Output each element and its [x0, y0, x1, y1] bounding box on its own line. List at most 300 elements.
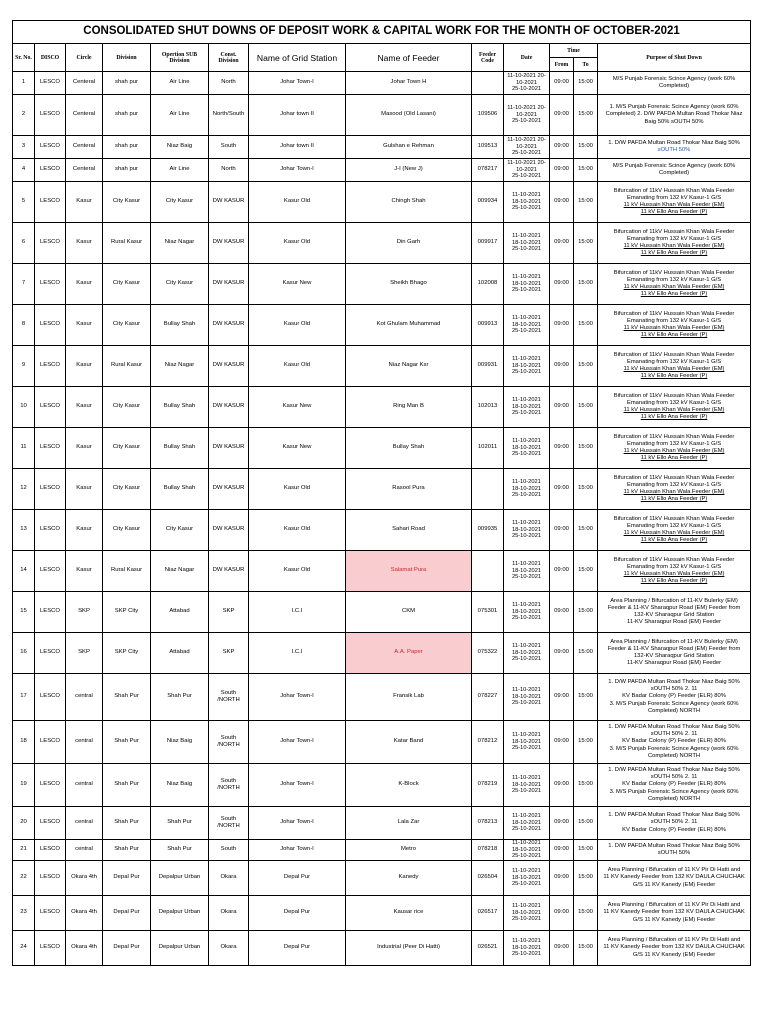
cell-disco: LESCO — [35, 72, 66, 95]
cell-feeder-name: Metro — [346, 840, 472, 861]
cell-disco: LESCO — [35, 592, 66, 633]
cell-purpose — [598, 551, 751, 592]
cell-time-to: 15:00 — [574, 346, 598, 387]
cell-feeder-name: Kanedy — [346, 861, 472, 896]
purpose-line: Completed) — [659, 170, 690, 176]
table-row — [13, 861, 751, 896]
purpose-line: 11 kV Ello Ana Feeder (P) — [640, 496, 708, 503]
purpose-line: 3. M/S Punjab Forensic Scince Agency (work 60% — [609, 745, 739, 752]
cell-circle: Kasur — [66, 346, 103, 387]
cell-feeder-name: Gulshan e Rehman — [346, 136, 472, 159]
cell-purpose — [598, 633, 751, 674]
date-line: 25-10-2021 — [511, 118, 542, 125]
cell-date — [504, 264, 550, 305]
purpose-line: Emanating from 132 kV Kasur-1 G/S — [626, 317, 722, 324]
date-line: 18-10-2021 — [511, 362, 542, 369]
cell-sr-no: 14 — [13, 551, 35, 592]
cell-feeder-name: J-I (New J) — [346, 159, 472, 182]
cell-division: Shah Pur — [103, 807, 151, 840]
cell-time-to: 15:00 — [574, 305, 598, 346]
table-row — [13, 346, 751, 387]
purpose-line: Bifurcation of 11kV Hussain Khan Wala Feeder — [613, 228, 735, 235]
cell-sub-division: City Kasur — [151, 510, 209, 551]
table-row — [13, 95, 751, 136]
cell-purpose — [598, 136, 751, 159]
date-line: 18-10-2021 — [511, 280, 542, 287]
cell-time-to: 15:00 — [574, 721, 598, 764]
cell-sr-no: 15 — [13, 592, 35, 633]
cell-feeder-code: 075301 — [472, 592, 504, 633]
cell-const-division: SKP — [209, 633, 249, 674]
cell-grid-station: Depal Pur — [249, 861, 346, 896]
purpose-line: sOUTH 50% 2. 11 — [650, 774, 698, 781]
purpose-line: Emanating from 132 kV Kasur-1 G/S — [626, 440, 722, 447]
table-row — [13, 931, 751, 966]
cell-feeder-code: 078213 — [472, 807, 504, 840]
cell-sr-no: 6 — [13, 223, 35, 264]
cell-sub-division: Attabad — [151, 633, 209, 674]
cell-circle: central — [66, 674, 103, 721]
cell-purpose — [598, 840, 751, 861]
table-row — [13, 510, 751, 551]
header-grid-station: Name of Grid Station — [249, 44, 346, 72]
purpose-line: 11 kV Hussain Khan Wala Feeder (EM) — [623, 366, 725, 372]
date-line: 11-10-2021 — [512, 840, 541, 847]
cell-feeder-code: 075322 — [472, 633, 504, 674]
purpose-line: Area Planning / Bifurcation of 11 KV Pir Di Hatti and — [607, 937, 741, 944]
purpose-line: Completed) NORTH — [647, 795, 701, 802]
purpose-line: Bifurcation of 11kV Hussain Khan Wala Feeder — [613, 556, 735, 563]
cell-sr-no: 23 — [13, 896, 35, 931]
cell-feeder-name: Bullay Shah — [346, 428, 472, 469]
cell-purpose — [598, 861, 751, 896]
purpose-line: 11 KV Kanedy Feeder from 132 KV DAULA CHUCHAK — [603, 909, 745, 916]
header-purpose: Purpose of Shut Down — [598, 44, 751, 72]
cell-feeder-code: 102011 — [472, 428, 504, 469]
cell-sub-division: Depalpur Urban — [151, 861, 209, 896]
cell-grid-station: Johar Town-I — [249, 840, 346, 861]
table-row — [13, 223, 751, 264]
cell-const-division: South /NORTH — [209, 674, 249, 721]
cell-feeder-name: Masood (Old Lasani) — [346, 95, 472, 136]
cell-time-to: 15:00 — [574, 182, 598, 223]
cell-const-division: Okara — [209, 931, 249, 966]
cell-purpose — [598, 807, 751, 840]
cell-grid-station: Johar Town-I — [249, 764, 346, 807]
purpose-line: G/S 11 KV Kanedy (EM) Feeder — [632, 916, 716, 923]
cell-grid-station: Johar town II — [249, 136, 346, 159]
cell-time-from: 09:00 — [550, 861, 574, 896]
cell-division: City Kasur — [103, 387, 151, 428]
cell-date — [504, 305, 550, 346]
date-line: 25-10-2021 — [511, 205, 542, 212]
cell-purpose — [598, 159, 751, 182]
cell-date — [504, 510, 550, 551]
header-time: Time — [550, 44, 598, 58]
cell-division: Shah Pur — [103, 764, 151, 807]
cell-division: Rural Kasur — [103, 551, 151, 592]
header-from: From — [550, 58, 574, 72]
cell-time-from: 09:00 — [550, 551, 574, 592]
purpose-line: sOUTH 50% — [657, 850, 691, 856]
cell-disco: LESCO — [35, 305, 66, 346]
date-line: 18-10-2021 — [511, 909, 542, 916]
header-disco: DISCO — [35, 44, 66, 72]
cell-const-division: South /NORTH — [209, 721, 249, 764]
purpose-line: Emanating from 132 kV Kasur-1 G/S — [626, 276, 722, 283]
cell-const-division: South /NORTH — [209, 764, 249, 807]
cell-feeder-name: K-Block — [346, 764, 472, 807]
cell-division: City Kasur — [103, 264, 151, 305]
purpose-line: 1. M/S Punjab Forensic Scince Agency (work 60% — [609, 104, 739, 111]
purpose-line: Bifurcation of 11kV Hussain Khan Wala Feeder — [613, 310, 735, 317]
purpose-line: Emanating from 132 kV Kasur-1 G/S — [626, 563, 722, 570]
cell-division: Rural Kasur — [103, 223, 151, 264]
purpose-line: 11 kV Hussain Khan Wala Feeder (EM) — [623, 243, 725, 249]
cell-division: Shah Pur — [103, 674, 151, 721]
date-line: 11-10-2021 — [512, 192, 541, 199]
cell-time-from: 09:00 — [550, 159, 574, 182]
table-row — [13, 840, 751, 861]
purpose-line: KV Badar Colony (P) Feeder (ELR) 80% — [622, 781, 726, 788]
cell-feeder-name: Rasool Pura — [346, 469, 472, 510]
cell-feeder-code: 078217 — [472, 159, 504, 182]
cell-feeder-name: Lala Zar — [346, 807, 472, 840]
purpose-line: 1. D/W PAFDA Multan Road Thokar Niaz Baig 50% — [608, 723, 740, 730]
cell-circle: SKP — [66, 633, 103, 674]
cell-sr-no: 1 — [13, 72, 35, 95]
date-line: 18-10-2021 — [511, 444, 542, 451]
purpose-line: 11 kV Ello Ana Feeder (P) — [640, 250, 708, 257]
purpose-line: Emanating from 132 kV Kasur-1 G/S — [626, 194, 722, 201]
cell-time-to: 15:00 — [574, 387, 598, 428]
cell-division: shah pur — [103, 159, 151, 182]
cell-date — [504, 861, 550, 896]
cell-grid-station: Kasur Old — [249, 182, 346, 223]
cell-time-to: 15:00 — [574, 807, 598, 840]
cell-time-to: 15:00 — [574, 159, 598, 182]
cell-time-to: 15:00 — [574, 264, 598, 305]
cell-sr-no: 19 — [13, 764, 35, 807]
cell-date — [504, 840, 550, 861]
cell-circle: Kasur — [66, 223, 103, 264]
purpose-line: sOUTH 50% 2. 11 — [650, 686, 698, 693]
cell-feeder-code: 102013 — [472, 387, 504, 428]
header-circle: Circle — [66, 44, 103, 72]
cell-circle: Centeral — [66, 136, 103, 159]
date-line: 25-10-2021 — [511, 287, 542, 294]
date-line: 18-10-2021 — [511, 608, 542, 615]
purpose-line: Bifurcation of 11kV Hussain Khan Wala Feeder — [613, 433, 735, 440]
cell-date — [504, 95, 550, 136]
cell-disco: LESCO — [35, 264, 66, 305]
cell-const-division: Okara — [209, 861, 249, 896]
cell-const-division: South — [209, 840, 249, 861]
cell-feeder-code: 078218 — [472, 840, 504, 861]
date-line: 11-10-2021 — [512, 643, 541, 650]
cell-sub-division: Shah Pur — [151, 840, 209, 861]
cell-date — [504, 931, 550, 966]
purpose-line: Area Planning / Bifurcation of 11-KV Bulerky (EM) — [610, 597, 738, 604]
cell-disco: LESCO — [35, 510, 66, 551]
cell-time-from: 09:00 — [550, 305, 574, 346]
header-to: To — [574, 58, 598, 72]
date-line: 25-10-2021 — [511, 656, 542, 663]
cell-time-to: 15:00 — [574, 72, 598, 95]
cell-disco: LESCO — [35, 896, 66, 931]
cell-disco: LESCO — [35, 469, 66, 510]
purpose-line: Emanating from 132 kV Kasur-1 G/S — [626, 481, 722, 488]
table-row — [13, 469, 751, 510]
cell-time-to: 15:00 — [574, 551, 598, 592]
cell-const-division: DW KASUR — [209, 510, 249, 551]
cell-purpose — [598, 428, 751, 469]
cell-time-from: 09:00 — [550, 346, 574, 387]
cell-const-division: North — [209, 72, 249, 95]
cell-feeder-code: 009934 — [472, 182, 504, 223]
cell-time-from: 09:00 — [550, 721, 574, 764]
cell-circle: Centeral — [66, 72, 103, 95]
cell-feeder-code: 026504 — [472, 861, 504, 896]
date-line: 25-10-2021 — [511, 533, 542, 540]
cell-feeder-code: 078212 — [472, 721, 504, 764]
cell-sr-no: 2 — [13, 95, 35, 136]
cell-const-division: DW KASUR — [209, 182, 249, 223]
date-line: 25-10-2021 — [511, 916, 542, 923]
cell-time-to: 15:00 — [574, 896, 598, 931]
date-line: 11-10-2021 — [512, 315, 541, 322]
cell-disco: LESCO — [35, 346, 66, 387]
purpose-line: KV Badar Colony (P) Feeder (ELR) 80% — [622, 738, 726, 745]
cell-grid-station: Johar town II — [249, 95, 346, 136]
purpose-line: Baig 50% sOUTH 50% — [644, 118, 704, 125]
date-line: 11-10-2021 — [512, 687, 541, 694]
cell-division: City Kasur — [103, 182, 151, 223]
cell-disco: LESCO — [35, 840, 66, 861]
date-line: 25-10-2021 — [511, 86, 542, 93]
cell-sub-division: Shah Pur — [151, 674, 209, 721]
cell-circle: Okara 4th — [66, 896, 103, 931]
cell-disco: LESCO — [35, 633, 66, 674]
table-row — [13, 387, 751, 428]
cell-time-to: 15:00 — [574, 674, 598, 721]
date-line: 11-10-2021 — [512, 233, 541, 240]
cell-sub-division: Niaz Baig — [151, 136, 209, 159]
cell-date — [504, 633, 550, 674]
date-line: 25-10-2021 — [511, 826, 542, 833]
date-line: 11-10-2021 — [512, 732, 541, 739]
table-row — [13, 764, 751, 807]
cell-time-from: 09:00 — [550, 931, 574, 966]
cell-disco: LESCO — [35, 387, 66, 428]
purpose-line: KV Badar Colony (P) Feeder (ELR) 80% — [622, 693, 726, 700]
purpose-line: Feeder & 11-KV Sharaqpur Road (EM) Feeder from — [607, 645, 741, 652]
header-division: Division — [103, 44, 151, 72]
cell-purpose — [598, 764, 751, 807]
cell-grid-station: Johar Town-I — [249, 721, 346, 764]
date-line: 11-10-2021 20- — [507, 73, 546, 80]
table-row — [13, 136, 751, 159]
cell-const-division: DW KASUR — [209, 428, 249, 469]
cell-sub-division: Air Line — [151, 159, 209, 182]
date-line: 18-10-2021 — [511, 944, 542, 951]
cell-time-to: 15:00 — [574, 861, 598, 896]
cell-grid-station: Kasur Old — [249, 551, 346, 592]
date-line: 25-10-2021 — [511, 745, 542, 752]
cell-purpose — [598, 721, 751, 764]
cell-time-to: 15:00 — [574, 136, 598, 159]
purpose-line: Bifurcation of 11kV Hussain Khan Wala Feeder — [613, 392, 735, 399]
date-line: 11-10-2021 — [512, 274, 541, 281]
cell-circle: Kasur — [66, 305, 103, 346]
date-line: 25-10-2021 — [511, 700, 542, 707]
purpose-line: Bifurcation of 11kV Hussain Khan Wala Feeder — [613, 187, 735, 194]
cell-feeder-name: Johar Town H — [346, 72, 472, 95]
purpose-line: 11 kV Hussain Khan Wala Feeder (EM) — [623, 407, 725, 413]
date-line: 18-10-2021 — [511, 693, 542, 700]
cell-feeder-code — [472, 72, 504, 95]
cell-time-from: 09:00 — [550, 764, 574, 807]
cell-circle: Kasur — [66, 551, 103, 592]
header-date: Date — [504, 44, 550, 72]
cell-feeder-name: Fransik Lab — [346, 674, 472, 721]
cell-time-from: 09:00 — [550, 428, 574, 469]
cell-sr-no: 9 — [13, 346, 35, 387]
date-line: 11-10-2021 20- — [507, 137, 546, 144]
purpose-line: Bifurcation of 11kV Hussain Khan Wala Feeder — [613, 351, 735, 358]
cell-grid-station: Kasur Old — [249, 510, 346, 551]
date-line: 11-10-2021 — [512, 903, 541, 910]
cell-circle: central — [66, 764, 103, 807]
purpose-line: 11 kV Hussain Khan Wala Feeder (EM) — [623, 325, 725, 331]
cell-purpose — [598, 72, 751, 95]
cell-date — [504, 428, 550, 469]
purpose-line: Area Planning / Bifurcation of 11-KV Bulerky (EM) — [610, 638, 738, 645]
cell-feeder-code: 109513 — [472, 136, 504, 159]
cell-feeder-code: 009913 — [472, 305, 504, 346]
date-line: 18-10-2021 — [511, 198, 542, 205]
cell-purpose — [598, 674, 751, 721]
purpose-line: KV Badar Colony (P) Feeder (ELR) 80% — [622, 826, 726, 833]
cell-division: Shah Pur — [103, 840, 151, 861]
cell-feeder-code: 026521 — [472, 931, 504, 966]
date-line: 25-10-2021 — [511, 173, 542, 180]
cell-division: shah pur — [103, 136, 151, 159]
cell-division: Depal Pur — [103, 931, 151, 966]
date-line: 10-2021 — [516, 111, 537, 118]
cell-grid-station: Kasur New — [249, 264, 346, 305]
cell-const-division: SKP — [209, 592, 249, 633]
purpose-line: 11 kV Hussain Khan Wala Feeder (EM) — [623, 530, 725, 536]
purpose-line: G/S 11 KV Kanedy (EM) Feeder — [632, 881, 716, 888]
cell-const-division: DW KASUR — [209, 469, 249, 510]
cell-disco: LESCO — [35, 136, 66, 159]
cell-feeder-name: CKM — [346, 592, 472, 633]
cell-sub-division: Depalpur Urban — [151, 931, 209, 966]
purpose-line: 11-KV Sharaqpur Road (EM) Feeder — [627, 619, 722, 626]
date-line: 18-10-2021 — [511, 485, 542, 492]
cell-disco: LESCO — [35, 861, 66, 896]
purpose-line: Area Planning / Bifurcation of 11 KV Pir Di Hatti and — [607, 902, 741, 909]
cell-disco: LESCO — [35, 159, 66, 182]
cell-time-from: 09:00 — [550, 592, 574, 633]
date-line: 18-10-2021 — [511, 403, 542, 410]
cell-circle: Kasur — [66, 264, 103, 305]
date-line: 11-10-2021 — [512, 520, 541, 527]
date-line: 11-10-2021 20- — [507, 160, 546, 167]
purpose-line: 11 kV Hussain Khan Wala Feeder (EM) — [623, 571, 725, 577]
cell-sub-division: Niaz Baig — [151, 721, 209, 764]
cell-division: shah pur — [103, 72, 151, 95]
cell-grid-station: Kasur New — [249, 387, 346, 428]
shutdown-sheet — [12, 20, 750, 966]
cell-division: Depal Pur — [103, 896, 151, 931]
date-line: 11-10-2021 — [512, 602, 541, 609]
table-row — [13, 633, 751, 674]
date-line: 25-10-2021 — [511, 410, 542, 417]
cell-const-division: DW KASUR — [209, 264, 249, 305]
cell-date — [504, 551, 550, 592]
cell-feeder-name: Chingh Shah — [346, 182, 472, 223]
table-row — [13, 592, 751, 633]
date-line: 18-10-2021 — [511, 819, 542, 826]
cell-sub-division: Niaz Nagar — [151, 551, 209, 592]
purpose-line: 11 kV Ello Ana Feeder (P) — [640, 578, 708, 585]
cell-sub-division: Air Line — [151, 95, 209, 136]
cell-date — [504, 72, 550, 95]
cell-sub-division: City Kasur — [151, 182, 209, 223]
date-line: 25-10-2021 — [511, 492, 542, 499]
date-line: 25-10-2021 — [511, 246, 542, 253]
cell-time-to: 15:00 — [574, 764, 598, 807]
date-line: 18-10-2021 — [511, 649, 542, 656]
header-feeder: Name of Feeder — [346, 44, 472, 72]
cell-circle: Okara 4th — [66, 931, 103, 966]
date-line: 25-10-2021 — [511, 574, 542, 581]
table-row — [13, 807, 751, 840]
cell-date — [504, 674, 550, 721]
cell-disco: LESCO — [35, 721, 66, 764]
date-line: 25-10-2021 — [511, 853, 542, 860]
purpose-line: sOUTH 50% 2. 11 — [650, 731, 698, 738]
date-line: 11-10-2021 20- — [507, 105, 546, 112]
cell-time-from: 09:00 — [550, 264, 574, 305]
cell-time-to: 15:00 — [574, 931, 598, 966]
cell-division: Shah Pur — [103, 721, 151, 764]
cell-purpose — [598, 931, 751, 966]
cell-time-to: 15:00 — [574, 95, 598, 136]
cell-grid-station: Depal Pur — [249, 896, 346, 931]
cell-feeder-code: 026517 — [472, 896, 504, 931]
cell-circle: SKP — [66, 592, 103, 633]
date-line: 18-10-2021 — [511, 874, 542, 881]
cell-purpose — [598, 896, 751, 931]
cell-sub-division: City Kasur — [151, 264, 209, 305]
purpose-line: Completed) NORTH — [647, 752, 701, 759]
date-line: 11-10-2021 — [512, 813, 541, 820]
table-row — [13, 182, 751, 223]
purpose-line: Area Planning / Bifurcation of 11 KV Pir Di Hatti and — [607, 867, 741, 874]
cell-feeder-code: 009931 — [472, 346, 504, 387]
date-line: 25-10-2021 — [511, 788, 542, 795]
header-feeder-code: Feeder Code — [472, 44, 504, 72]
date-line: 11-10-2021 — [512, 438, 541, 445]
cell-circle: Kasur — [66, 182, 103, 223]
cell-date — [504, 346, 550, 387]
cell-const-division: DW KASUR — [209, 387, 249, 428]
date-line: 25-10-2021 — [511, 451, 542, 458]
cell-time-to: 15:00 — [574, 223, 598, 264]
